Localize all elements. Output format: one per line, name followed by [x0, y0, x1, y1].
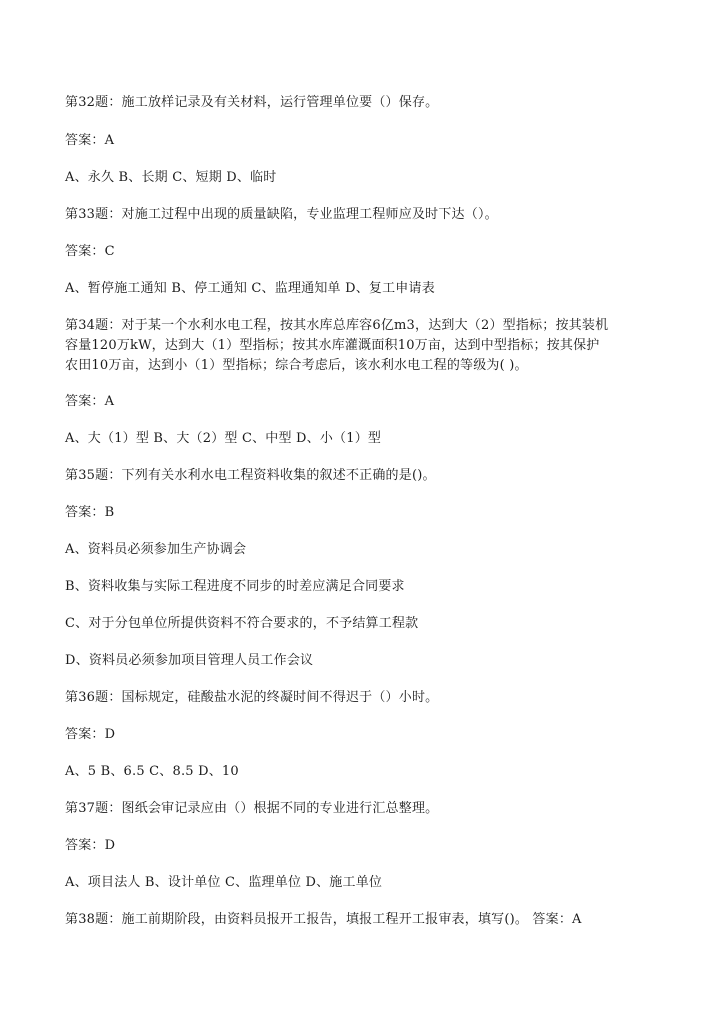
question-35-option-b: B、资料收集与实际工程进度不同步的时差应满足合同要求 [65, 579, 405, 594]
question-34-text-line1: 第34题：对于某一个水利水电工程，按其水库总库容6亿m3，达到大（2）型指标；按其装机 [65, 318, 609, 333]
question-34-text-line3: 农田10万亩，达到小（1）型指标；综合考虑后，该水利水电工程的等级为( )。 [65, 358, 528, 373]
question-33-text: 第33题：对施工过程中出现的质量缺陷，专业监理工程师应及时下达（）。 [65, 207, 498, 222]
question-36-answer: 答案：D [65, 727, 116, 742]
question-32-options: A、永久 B、长期 C、短期 D、临时 [65, 170, 277, 185]
question-32-answer: 答案：A [65, 133, 115, 148]
question-34-options: A、大（1）型 B、大（2）型 C、中型 D、小（1）型 [65, 431, 382, 446]
question-35-text: 第35题：下列有关水利水电工程资料收集的叙述不正确的是()。 [65, 468, 436, 483]
question-37-options: A、项目法人 B、设计单位 C、监理单位 D、施工单位 [65, 875, 383, 890]
question-35-option-d: D、资料员必须参加项目管理人员工作会议 [65, 653, 314, 668]
question-32-text: 第32题：施工放样记录及有关材料，运行管理单位要（）保存。 [65, 95, 439, 110]
question-34-answer: 答案：A [65, 394, 115, 409]
question-37-answer: 答案：D [65, 838, 116, 853]
question-35-option-a: A、资料员必须参加生产协调会 [65, 542, 247, 557]
question-34-text-line2: 容量120万kW，达到大（1）型指标；按其水库灌溉面积10万亩，达到中型指标；按其保护 [65, 338, 600, 353]
question-35-option-c: C、对于分包单位所提供资料不符合要求的，不予结算工程款 [65, 616, 419, 631]
question-35-answer: 答案：B [65, 505, 115, 520]
question-33-answer: 答案：C [65, 244, 115, 259]
question-33-options: A、暂停施工通知 B、停工通知 C、监理通知单 D、复工申请表 [65, 281, 435, 296]
question-36-text: 第36题：国标规定，硅酸盐水泥的终凝时间不得迟于（）小时。 [65, 690, 439, 705]
question-38-text: 第38题：施工前期阶段，由资料员报开工报告，填报工程开工报审表，填写()。 答案：A [65, 912, 582, 927]
question-36-options: A、5 B、6.5 C、8.5 D、10 [65, 764, 239, 779]
document-page [65, 0, 665, 1024]
question-37-text: 第37题：图纸会审记录应由（）根据不同的专业进行汇总整理。 [65, 801, 439, 816]
